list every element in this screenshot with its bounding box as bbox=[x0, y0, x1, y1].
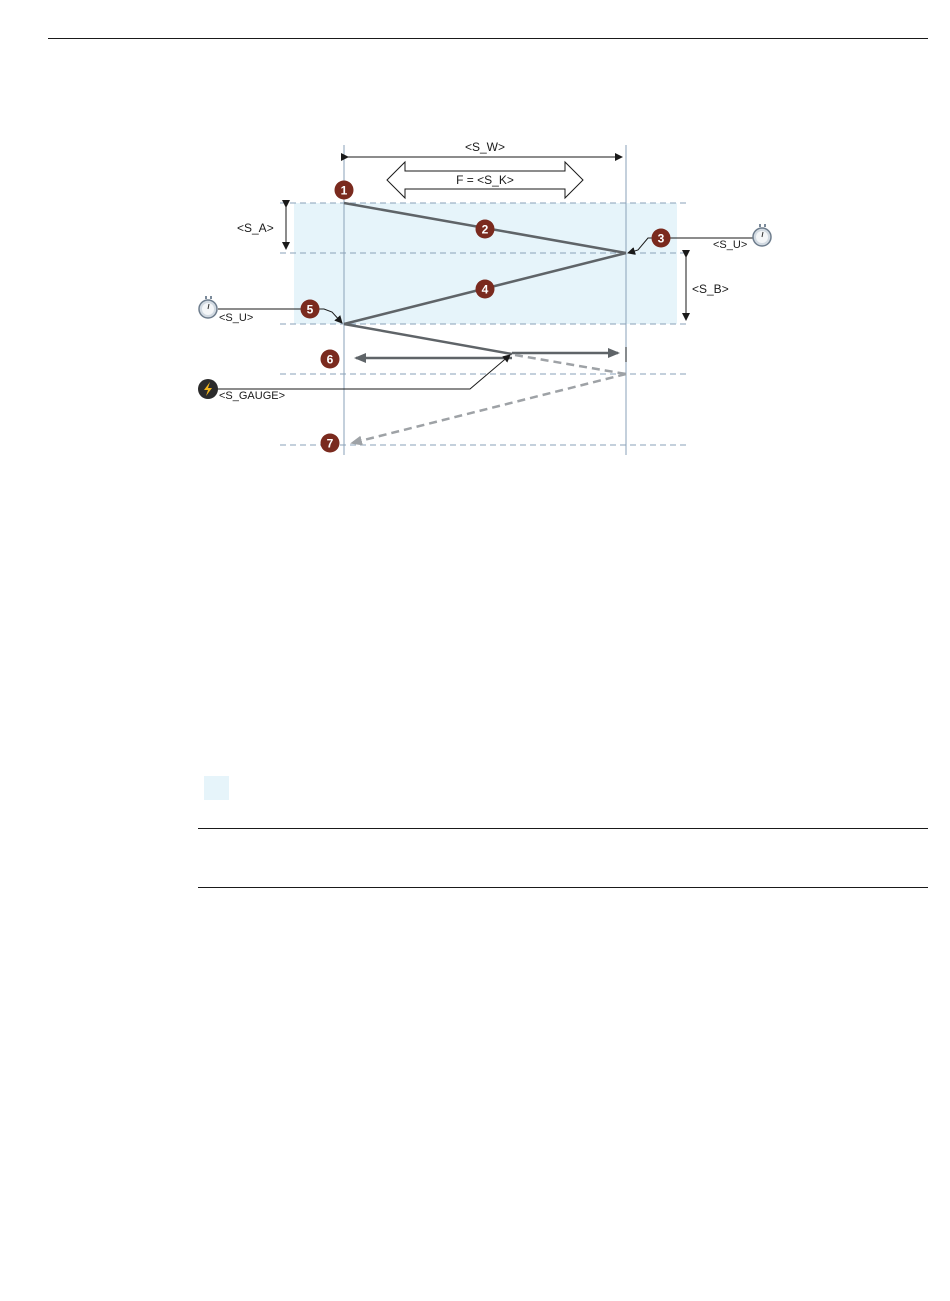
alternate-path bbox=[352, 355, 626, 443]
svg-text:1: 1 bbox=[340, 183, 348, 198]
marker-2 bbox=[476, 220, 495, 239]
force-label: F = <S_K> bbox=[456, 173, 514, 187]
marker-4 bbox=[476, 280, 495, 299]
marker-3 bbox=[652, 229, 671, 248]
width-label: <S_W> bbox=[464, 140, 506, 154]
s-u-right-label: <S_U> bbox=[713, 239, 748, 251]
s-u-left-label: <S_U> bbox=[219, 312, 254, 324]
s-b-label: <S_B> bbox=[692, 282, 729, 296]
table-rule-top bbox=[198, 828, 928, 829]
legend-swatch bbox=[204, 776, 229, 800]
stopwatch-icon bbox=[199, 296, 217, 318]
s-gauge-label: <S_GAUGE> bbox=[219, 390, 286, 402]
stopwatch-icon bbox=[753, 224, 771, 246]
marker-5 bbox=[301, 300, 320, 319]
marker-1 bbox=[335, 181, 354, 200]
s-a-label: <S_A> bbox=[237, 221, 274, 235]
path-segment-3 bbox=[344, 324, 512, 354]
svg-text:2: 2 bbox=[481, 222, 489, 237]
alternate-segment-1 bbox=[515, 355, 626, 374]
lightning-icon bbox=[198, 379, 218, 399]
svg-text:5: 5 bbox=[306, 302, 314, 317]
svg-text:7: 7 bbox=[326, 436, 334, 451]
svg-text:3: 3 bbox=[657, 231, 665, 246]
table-rule-bottom bbox=[198, 887, 928, 888]
svg-text:6: 6 bbox=[326, 352, 334, 367]
svg-text:4: 4 bbox=[481, 282, 489, 297]
marker-7 bbox=[321, 434, 340, 453]
leader-gauge bbox=[210, 352, 510, 389]
marker-6 bbox=[321, 350, 340, 369]
alternate-segment-2 bbox=[352, 374, 626, 443]
